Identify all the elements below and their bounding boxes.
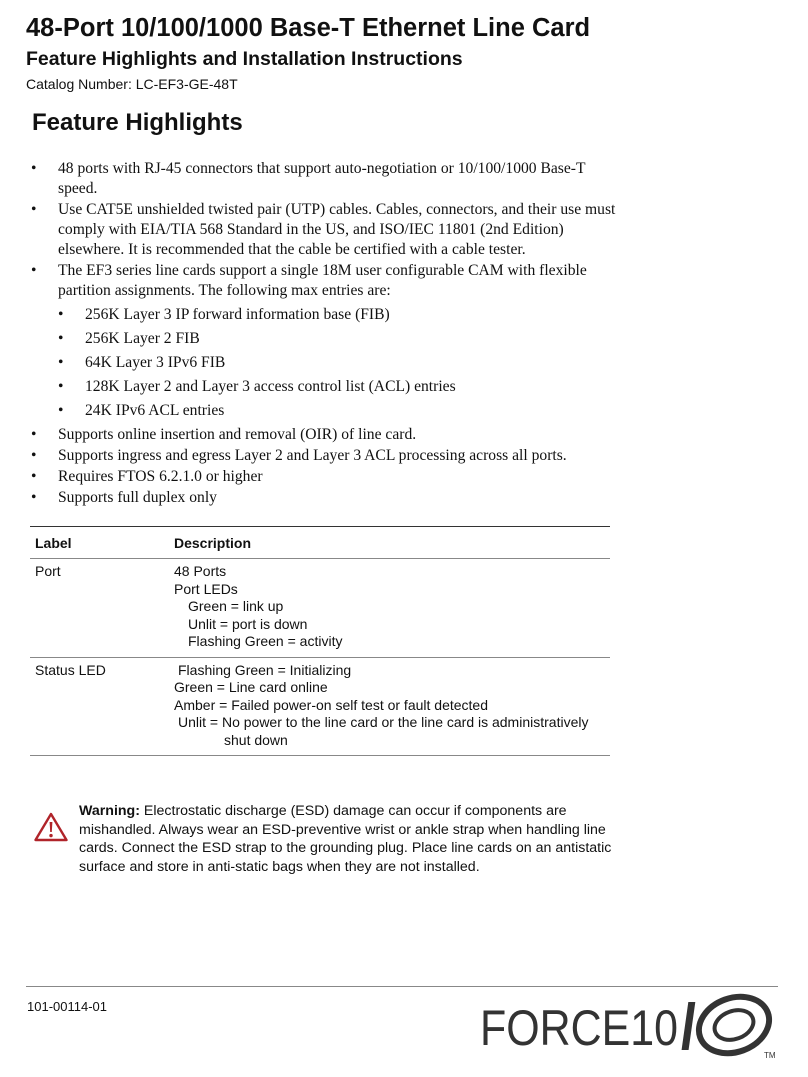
warning-triangle-icon [34, 812, 68, 842]
cam-entry-item: • 128K Layer 2 and Layer 3 access control list (ACL) entries [0, 377, 808, 397]
description-line: Green = Line card online [174, 679, 328, 695]
description-line: Unlit = port is down [188, 615, 308, 632]
table-row-port [30, 559, 610, 657]
port-label: Port [35, 563, 61, 579]
table-bottom-rule [30, 755, 610, 756]
status-led-description [174, 662, 610, 750]
logo-wordmark: FORCE10 [480, 1000, 678, 1056]
feature-item: • Supports online insertion and removal (OIR) of line card. [0, 425, 618, 445]
feature-item: • 48 ports with RJ-45 connectors that support auto-negotiation or 10/100/1000 Base-T speed. [0, 159, 618, 199]
feature-item: • Supports ingress and egress Layer 2 and Layer 3 ACL processing across all ports. [0, 446, 618, 466]
description-line: Port LEDs [174, 580, 238, 597]
cam-entry-item: • 256K Layer 2 FIB [0, 329, 808, 349]
description-line: Unlit = No power to the line card or the line card is administratively shut down [178, 714, 589, 748]
logo-zero-inner [710, 1005, 757, 1045]
feature-item: • Supports full duplex only [0, 488, 618, 508]
led-table [30, 526, 610, 756]
feature-item: • The EF3 series line cards support a single 18M user configurable CAM with flexible partition assignments. The following max entries are: [0, 261, 618, 301]
trademark-mark: TM [764, 1051, 776, 1060]
document-subtitle: Feature Highlights and Installation Instructions [26, 48, 463, 70]
force10-logo [478, 990, 780, 1060]
warning-body: Electrostatic discharge (ESD) damage can occur if components are mishandled. Always wear an ESD-preventive wrist or ankle strap when handling line cards. Connect the ESD strap to the grounding plug. Place line cards on an antistatic surface and store in anti-static bags when they are not installed. [79, 803, 612, 875]
table-row-status-led [30, 658, 610, 756]
description-line: Amber = Failed power-on self test or fault detected [174, 696, 488, 713]
description-line: Flashing Green = Initializing [178, 661, 352, 678]
section-heading: Feature Highlights [32, 109, 243, 136]
warning-label: Warning: [79, 803, 140, 819]
document-title: 48-Port 10/100/1000 Base-T Ethernet Line Card [26, 14, 591, 42]
warning-text [79, 802, 614, 876]
table-header-row [30, 527, 610, 558]
description-line: 48 Ports [174, 563, 227, 579]
feature-list [0, 159, 808, 509]
port-description [174, 563, 610, 651]
cam-entry-item: • 256K Layer 3 IP forward information base (FIB) [0, 305, 808, 325]
column-header-label: Label [35, 535, 72, 551]
catalog-number: Catalog Number: LC-EF3-GE-48T [26, 76, 238, 92]
description-line: Flashing Green = activity [188, 633, 343, 649]
logo-zero-outer [691, 990, 777, 1060]
feature-item: • Requires FTOS 6.2.1.0 or higher [0, 467, 618, 487]
cam-entry-item: • 64K Layer 3 IPv6 FIB [0, 353, 808, 373]
status-led-label: Status LED [35, 661, 106, 678]
feature-item: • Use CAT5E unshielded twisted pair (UTP) cables. Cables, connectors, and their use must comply with EIA/TIA 568 Standard in the US, and ISO/IEC 11801 (2nd Edition) elsewhere. It is recommended that the cable be certified with a cable tester. [0, 200, 618, 260]
footer-rule [26, 986, 778, 987]
description-line: Green = link up [188, 598, 284, 614]
column-header-description: Description [174, 535, 252, 551]
cam-entry-list [0, 305, 808, 421]
cam-entry-item: • 24K IPv6 ACL entries [0, 401, 808, 421]
document-number: 101-00114-01 [27, 999, 107, 1014]
